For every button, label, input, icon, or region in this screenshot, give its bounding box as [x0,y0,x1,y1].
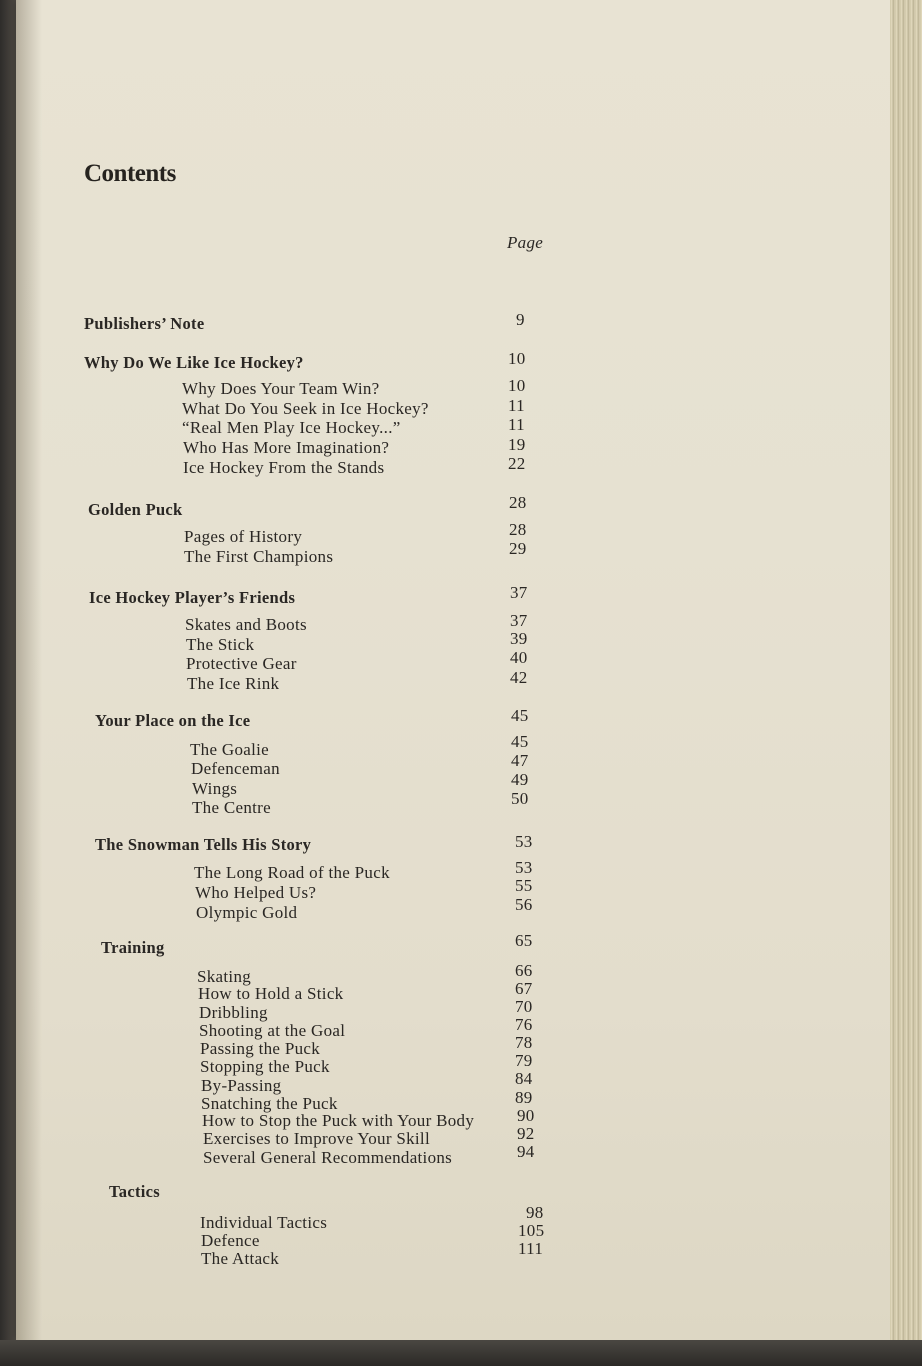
toc-entry-label: Several General Recommendations [203,1148,453,1167]
toc-page-number: 98 [526,1203,544,1222]
toc-entry-label: How to Stop the Puck with Your Body [202,1111,475,1130]
toc-entry-label: “Real Men Play Ice Hockey...” [182,418,401,437]
toc-page-number: 105 [518,1221,545,1240]
toc-section-label: Golden Puck [88,500,183,519]
toc-entry-label: The Goalie [190,740,269,759]
toc-entry-label: Protective Gear [186,654,297,673]
toc-entry-label: Dribbling [199,1003,268,1022]
page-edges [890,0,922,1366]
toc-entry-label: By-Passing [201,1076,282,1095]
toc-page-number: 111 [518,1239,544,1258]
toc-entry-label: Defenceman [191,759,280,778]
contents-title: Contents [84,160,176,187]
toc-page-number: 65 [515,931,533,950]
toc-page-number: 84 [515,1069,533,1088]
toc-page-number: 92 [517,1124,535,1143]
toc-page-number: 76 [515,1015,533,1034]
toc-entry-label: Olympic Gold [196,903,298,922]
toc-entry-label: Stopping the Puck [200,1057,330,1076]
toc-entry-label: Snatching the Puck [201,1094,338,1113]
toc-page-number: 53 [515,832,533,851]
toc-entry-label: Individual Tactics [200,1213,328,1232]
page-column-header: Page [507,233,544,252]
toc-entry-label: Passing the Puck [200,1039,321,1058]
toc-entry-label: The First Champions [184,547,334,566]
toc-page-number: 79 [515,1051,533,1070]
toc-page-number: 19 [508,435,526,454]
toc-page-number: 70 [515,997,533,1016]
toc-page-number: 10 [508,376,526,395]
toc-page-number: 37 [510,583,528,602]
toc-entry-label: Defence [201,1231,260,1250]
toc-page-number: 29 [509,539,527,558]
toc-entry-label: Pages of History [184,527,303,546]
toc-page-number: 78 [515,1033,533,1052]
toc-section-label: Publishers’ Note [84,314,205,333]
toc-entry-label: Who Helped Us? [195,883,317,902]
toc-page-number: 39 [510,629,528,648]
toc-entry-label: Why Does Your Team Win? [182,379,380,398]
toc-page-number: 50 [511,789,529,808]
gutter-shadow [16,0,42,1340]
toc-entry-label: Ice Hockey From the Stands [183,458,385,477]
toc-page-number: 28 [509,493,527,512]
toc-section-label: The Snowman Tells His Story [95,835,312,854]
toc-entry-label: The Centre [192,798,271,817]
toc-section-label: Training [101,938,165,957]
toc-page-number: 45 [511,732,529,751]
toc-page-number: 89 [515,1088,533,1107]
toc-entry-label: The Long Road of the Puck [194,863,390,882]
toc-page-number: 37 [510,611,528,630]
toc-page-number: 10 [508,349,526,368]
toc-page-number: 28 [509,520,527,539]
toc-section-label: Why Do We Like Ice Hockey? [84,353,304,372]
toc-entry-label: Skating [197,967,252,986]
toc-entry-label: How to Hold a Stick [198,984,344,1003]
toc-entry-label: Wings [192,779,238,798]
toc-entry-label: Who Has More Imagination? [183,438,390,457]
toc-entry-label: What Do You Seek in Ice Hockey? [182,399,429,418]
contents-page [16,0,892,1340]
toc-section-label: Ice Hockey Player’s Friends [89,588,296,607]
book-cover-edge [0,1340,922,1366]
toc-entry-label: Exercises to Improve Your Skill [203,1129,430,1148]
toc-page-number: 55 [515,876,533,895]
toc-page-number: 66 [515,961,533,980]
toc-page-number: 45 [511,706,529,725]
toc-page-number: 53 [515,858,533,877]
toc-entry-label: The Stick [186,635,255,654]
toc-entry-label: Skates and Boots [185,615,307,634]
toc-page-number: 47 [511,751,529,770]
toc-page-number: 56 [515,895,533,914]
toc-section-label: Tactics [109,1182,160,1201]
toc-page-number: 11 [508,396,525,415]
toc-section-label: Your Place on the Ice [95,711,251,730]
toc-page-number: 11 [508,415,525,434]
toc-page-number: 40 [510,648,528,667]
toc-page-number: 49 [511,770,529,789]
toc-page-number: 94 [517,1142,535,1161]
toc-page-number: 90 [517,1106,535,1125]
toc-page-number: 9 [516,310,525,329]
toc-page-number: 22 [508,454,526,473]
toc-entry-label: Shooting at the Goal [199,1021,346,1040]
toc-entry-label: The Ice Rink [187,674,280,693]
toc-page-number: 42 [510,668,528,687]
toc-entry-label: The Attack [201,1249,280,1268]
toc-page-number: 67 [515,979,533,998]
